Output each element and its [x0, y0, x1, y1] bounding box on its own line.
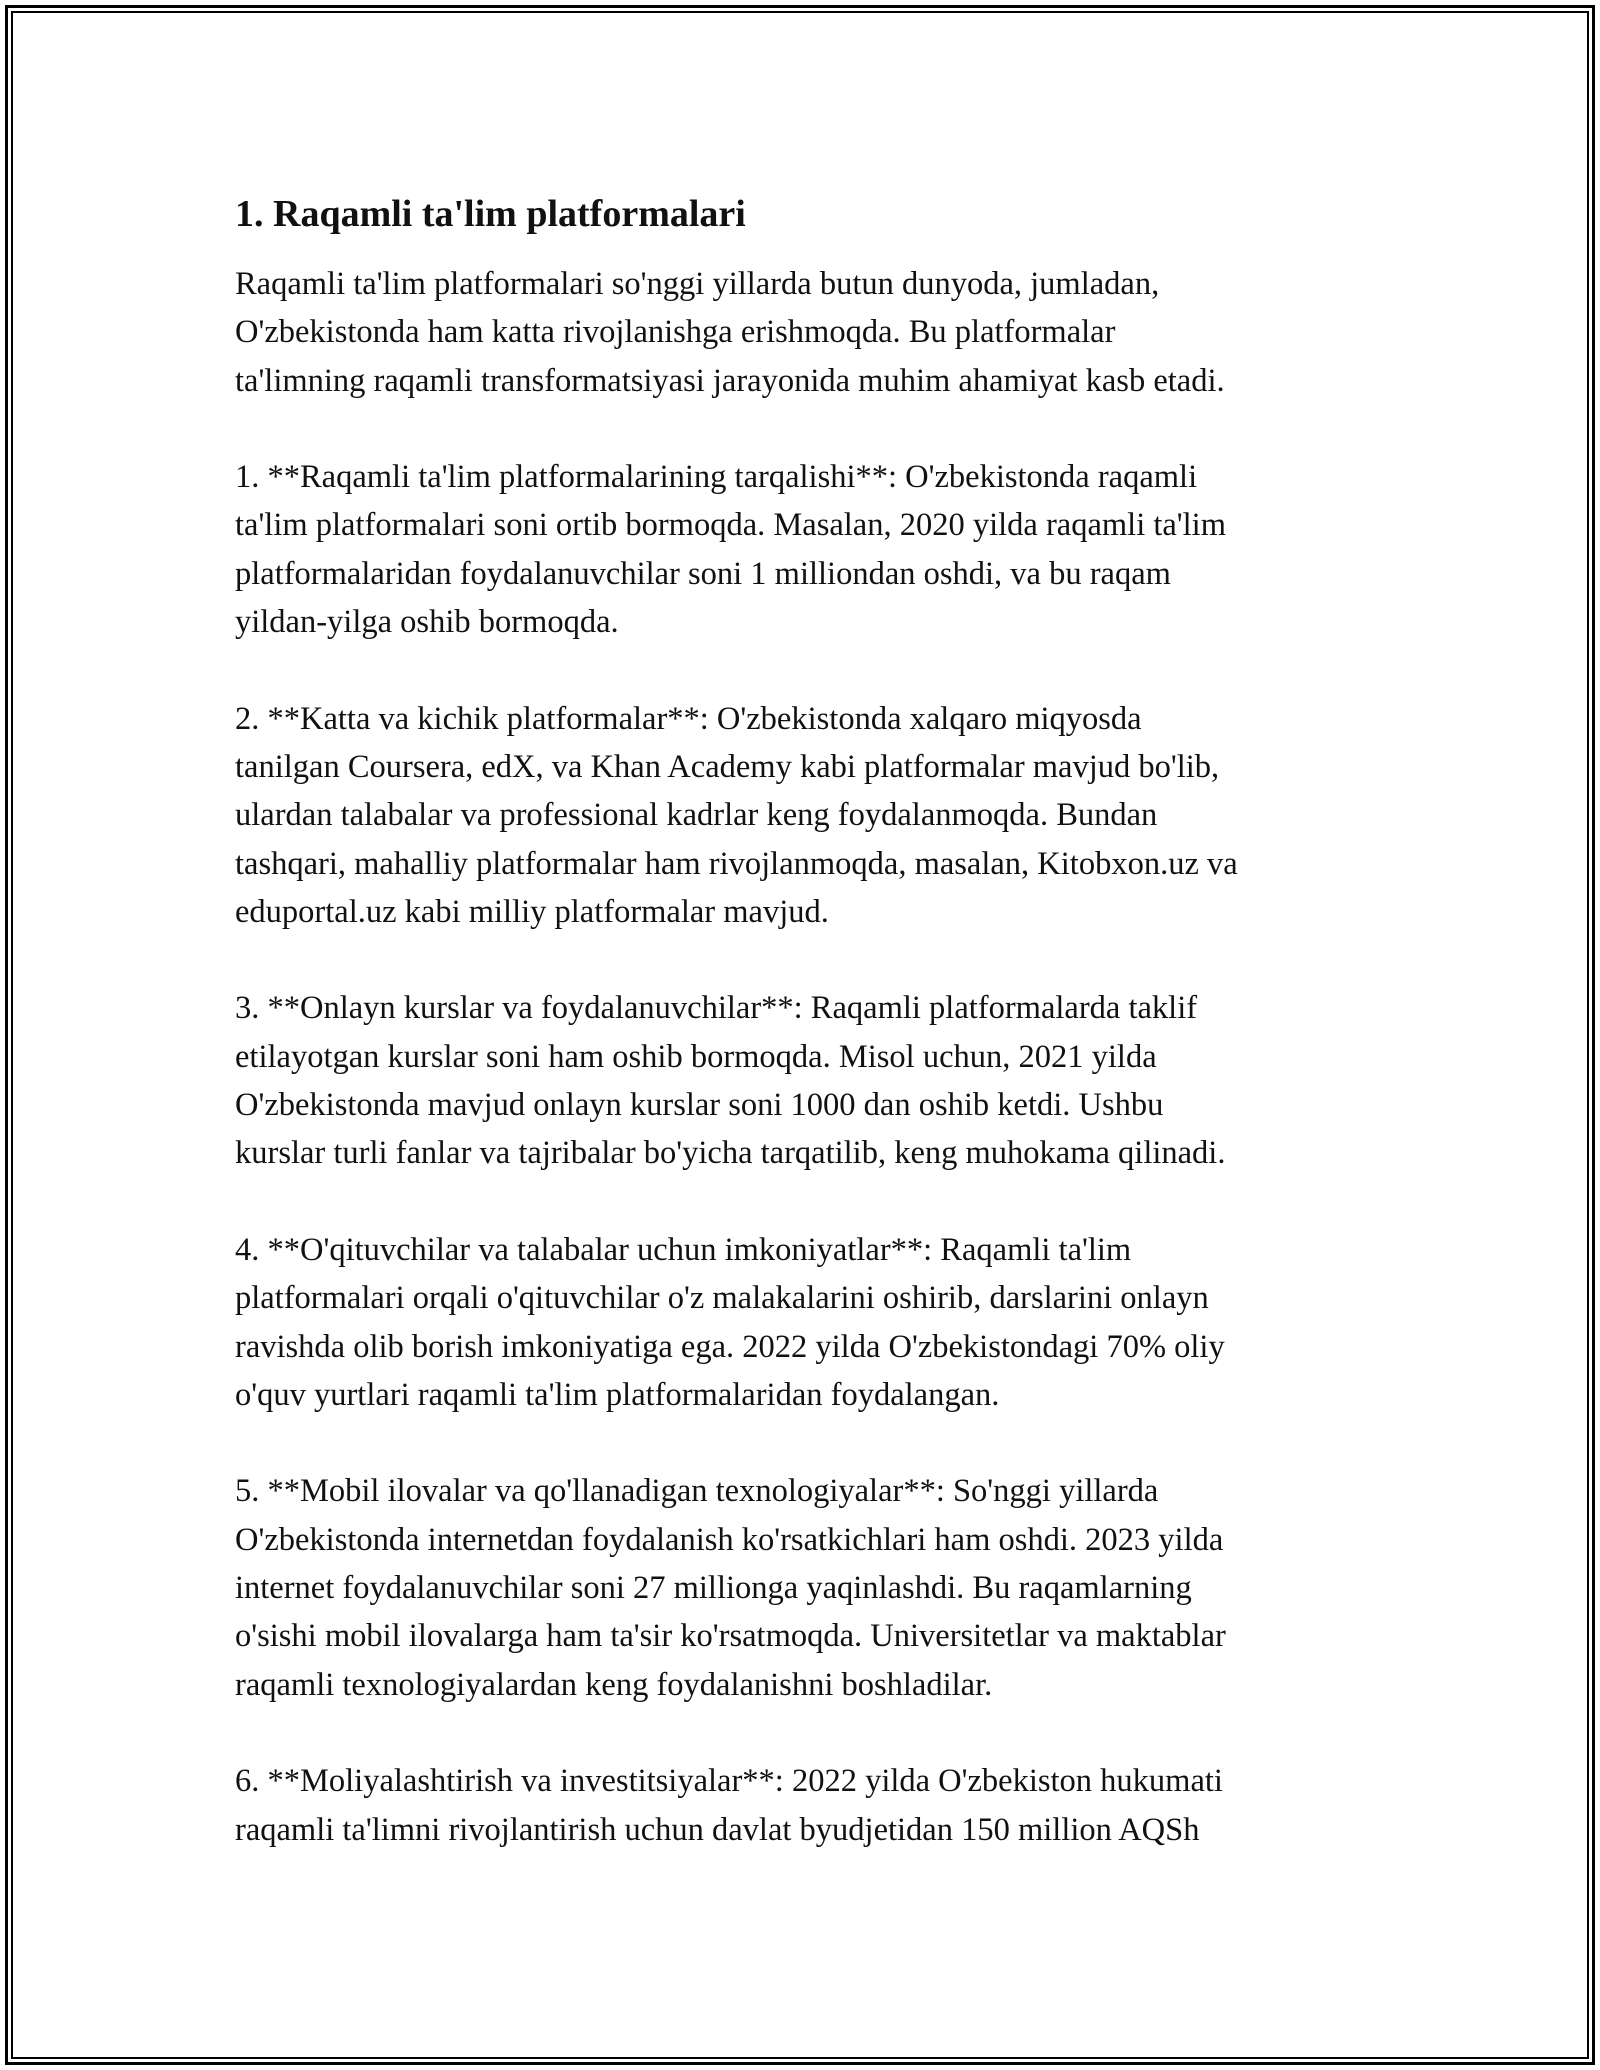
text-line: raqamli texnologiyalardan keng foydalanishni boshladilar. [235, 1666, 993, 1703]
text-line: internet foydalanuvchilar soni 27 millionga yaqinlashdi. Bu raqamlarning [235, 1570, 1192, 1607]
text-line: ulardan talabalar va professional kadrlar keng foydalanmoqda. Bundan [235, 797, 1158, 834]
text-line: raqamli ta'limni rivojlantirish uchun davlat byudjetidan 150 million AQSh [235, 1811, 1200, 1848]
text-line: kurslar turli fanlar va tajribalar bo'yicha tarqatilib, keng muhokama qilinadi. [235, 1135, 1226, 1172]
text-line: 1. **Raqamli ta'lim platformalarining tarqalishi**: O'zbekistonda raqamli [235, 459, 1198, 496]
text-line: 6. **Moliyalashtirish va investitsiyalar**: 2022 yilda O'zbekiston hukumati [235, 1763, 1223, 1800]
text-line: tashqari, mahalliy platformalar ham rivojlanmoqda, masalan, Kitobxon.uz va [235, 845, 1238, 882]
text-line: 2. **Katta va kichik platformalar**: O'zbekistonda xalqaro miqyosda [235, 700, 1142, 737]
section-heading: 1. Raqamli ta'lim platformalari [235, 193, 746, 235]
text-line: O'zbekistonda internetdan foydalanish ko'rsatkichlari ham oshdi. 2023 yilda [235, 1521, 1224, 1558]
list-item-paragraph-6 [235, 1757, 1375, 1854]
text-line: tanilgan Coursera, edX, va Khan Academy kabi platformalar mavjud bo'lib, [235, 748, 1220, 785]
list-item-paragraph-1 [235, 453, 1375, 646]
text-line: 3. **Onlayn kurslar va foydalanuvchilar**: Raqamli platformalarda taklif [235, 990, 1198, 1027]
text-line: ta'limning raqamli transformatsiyasi jarayonida muhim ahamiyat kasb etadi. [235, 362, 1225, 399]
text-line: etilayotgan kurslar soni ham oshib bormoqda. Misol uchun, 2021 yilda [235, 1038, 1157, 1075]
text-line: yildan-yilga oshib bormoqda. [235, 604, 619, 641]
list-item-paragraph-2 [235, 695, 1375, 936]
list-item-paragraph-5 [235, 1467, 1375, 1708]
document-body [235, 188, 1375, 1902]
intro-paragraph [235, 260, 1375, 405]
text-line: Raqamli ta'lim platformalari so'nggi yillarda butun dunyoda, jumladan, [235, 266, 1160, 302]
text-line: eduportal.uz kabi milliy platformalar mavjud. [235, 893, 829, 930]
text-line: platformalaridan foydalanuvchilar soni 1 milliondan oshdi, va bu raqam [235, 555, 1171, 592]
list-item-paragraph-3 [235, 984, 1375, 1177]
text-line: o'sishi mobil ilovalarga ham ta'sir ko'rsatmoqda. Universitetlar va maktablar [235, 1618, 1226, 1655]
text-line: platformalari orqali o'qituvchilar o'z malakalarini oshirib, darslarini onlayn [235, 1280, 1209, 1317]
text-line: 4. **O'qituvchilar va talabalar uchun imkoniyatlar**: Raqamli ta'lim [235, 1231, 1132, 1268]
list-item-paragraph-4 [235, 1226, 1375, 1419]
text-line: o'quv yurtlari raqamli ta'lim platformalaridan foydalangan. [235, 1376, 1000, 1413]
text-line: O'zbekistonda ham katta rivojlanishga erishmoqda. Bu platformalar [235, 314, 1116, 351]
text-line: ravishda olib borish imkoniyatiga ega. 2022 yilda O'zbekistondagi 70% oliy [235, 1328, 1225, 1365]
text-line: O'zbekistonda mavjud onlayn kurslar soni 1000 dan oshib ketdi. Ushbu [235, 1087, 1164, 1124]
text-line: 5. **Mobil ilovalar va qo'llanadigan texnologiyalar**: So'nggi yillarda [235, 1473, 1159, 1510]
text-line: ta'lim platformalari soni ortib bormoqda. Masalan, 2020 yilda raqamli ta'lim [235, 507, 1226, 544]
